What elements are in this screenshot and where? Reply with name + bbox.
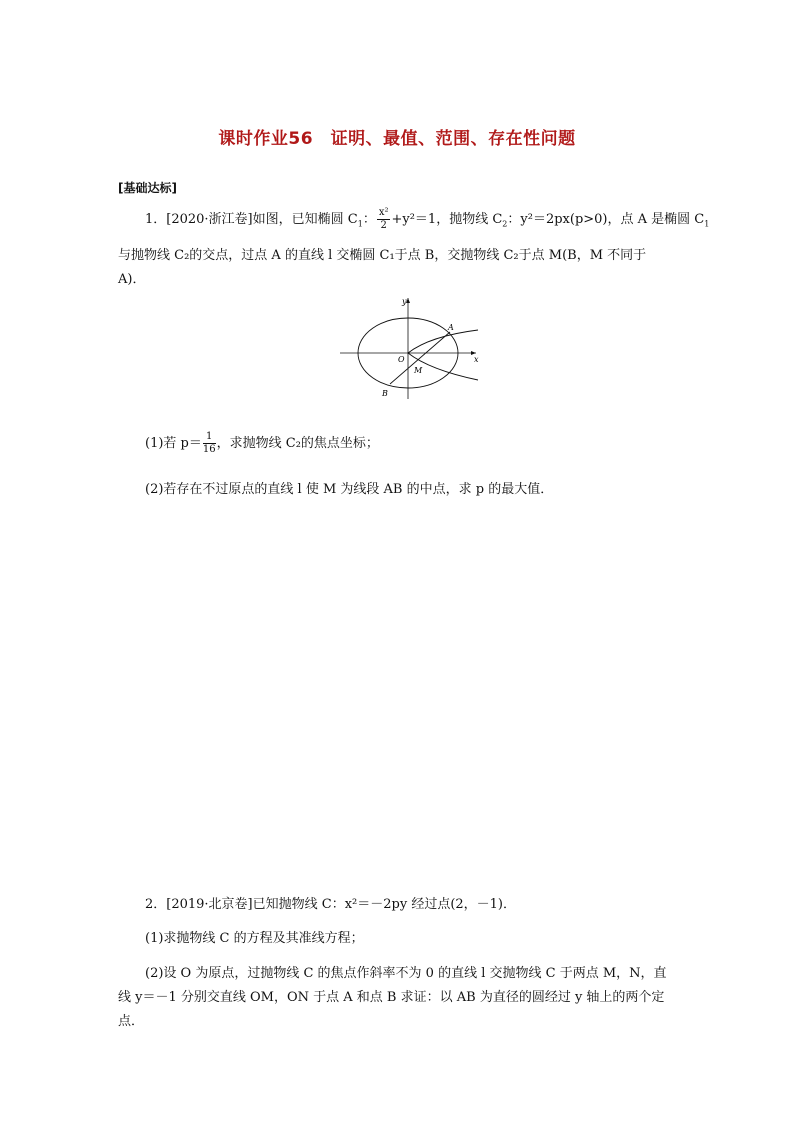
problem1-text: 1．[2020·浙江卷]如图，已知椭圆 C [145, 212, 358, 227]
subscript: 1 [704, 219, 710, 229]
problem1-line3: A)． [118, 272, 146, 287]
subscript: 1 [357, 219, 363, 229]
label-A: A [448, 323, 454, 332]
question1-text: (1)若 p＝ [145, 436, 202, 451]
fraction-denominator: 2 [380, 220, 387, 231]
label-y: y [402, 297, 407, 306]
problem1-text: +y²＝1，抛物线 C [391, 212, 503, 227]
ellipse-fraction [377, 208, 391, 231]
problem1-line2: 与抛物线 C₂的交点，过点 A 的直线 l 交椭圆 C₁于点 B，交抛物线 C₂于点 M(B，M 不同于 [118, 248, 647, 263]
p-fraction [203, 432, 216, 455]
problem1-line1: 1．[2020·浙江卷]如图，已知椭圆 $C_1$： $\frac{\text{x²}}{2}$ +y²＝1，抛物线 $C_2$：y²＝2px(p>0)，点 A 是椭圆 $C_1$ [145, 207, 710, 231]
label-M: M [414, 366, 423, 375]
fraction-numerator: x² [378, 207, 389, 218]
problem2-question2-line3: 点． [118, 1014, 145, 1029]
y-axis-arrow [406, 298, 410, 303]
question1-text: ，求抛物线 C₂的焦点坐标； [216, 436, 379, 451]
ellipse-parabola-figure [338, 296, 488, 402]
problem2-question2-line1: (2)设 O 为原点，过抛物线 C 的焦点作斜率不为 0 的直线 l 交抛物线 C 于两点 M，N，直 [145, 966, 667, 981]
problem1-question2: (2)若存在不过原点的直线 l 使 M 为线段 AB 的中点，求 p 的最大值． [145, 482, 554, 497]
problem2-question1: (1)求抛物线 C 的方程及其准线方程； [145, 931, 364, 946]
problem2-line1: 2．[2019·北京卷]已知抛物线 C：x²＝－2py 经过点(2，－1)． [145, 897, 517, 912]
fraction-denominator: 16 [202, 444, 216, 455]
label-B: B [382, 389, 388, 398]
fraction-numerator: 1 [203, 432, 216, 444]
page-title: 课时作业56 证明、最值、范围、存在性问题 [218, 129, 576, 149]
section-heading: [基础达标] [118, 181, 177, 195]
problem1-question1 [145, 432, 379, 455]
problem2-question2-line2: 线 y＝－1 分别交直线 OM，ON 于点 A 和点 B 求证：以 AB 为直径的圆经过 y 轴上的两个定 [118, 990, 665, 1005]
subscript: 2 [502, 219, 508, 229]
label-x: x [474, 355, 479, 364]
label-O: O [398, 355, 405, 364]
problem1-text: ：y²＝2px(p>0)，点 A 是椭圆 C [507, 212, 705, 227]
